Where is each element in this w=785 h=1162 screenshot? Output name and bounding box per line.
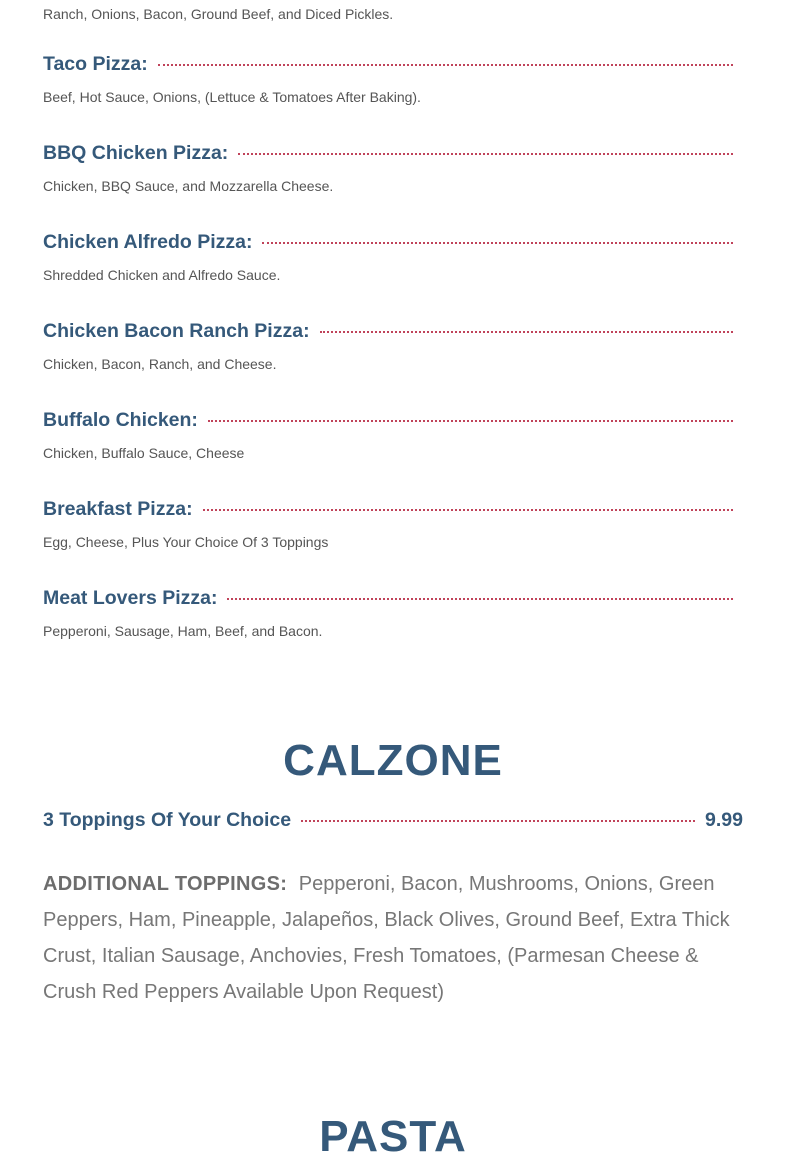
menu-item-description: Shredded Chicken and Alfredo Sauce. [43, 267, 281, 283]
dotted-leader [208, 420, 733, 422]
pizza-partial-description: Ranch, Onions, Bacon, Ground Beef, and Diced Pickles. [43, 6, 394, 22]
menu-item-name: Taco Pizza: [43, 52, 148, 75]
menu-item-chicken-bacon-ranch-pizza [43, 318, 733, 372]
dotted-leader [227, 598, 733, 600]
menu-item-description: Egg, Cheese, Plus Your Choice Of 3 Toppings [43, 534, 329, 550]
dotted-leader [301, 820, 695, 822]
menu-item-calzone [43, 806, 743, 834]
menu-item-name: Meat Lovers Pizza: [43, 586, 218, 609]
menu-item-bbq-chicken-pizza [43, 140, 733, 194]
menu-item-description: Pepperoni, Sausage, Ham, Beef, and Bacon. [43, 623, 323, 639]
menu-item-taco-pizza [43, 51, 733, 105]
menu-item-chicken-alfredo-pizza [43, 229, 733, 283]
menu-item-description: Beef, Hot Sauce, Onions, (Lettuce & Tomatoes After Baking). [43, 89, 421, 105]
dotted-leader [262, 242, 733, 244]
additional-toppings-list: Pepperoni, Bacon, Mushrooms, Onions, Green Peppers, Ham, Pineapple, Jalapeños, Black Olives, Ground Beef, Extra Thick Crust, Italian Sausage, Anchovies, Fresh Tomatoes, (Parmesan Cheese & Crush Red Peppers Available Upon Request) [43, 873, 730, 1003]
additional-toppings [43, 866, 748, 1010]
menu-item-name: Breakfast Pizza: [43, 497, 193, 520]
menu-item-name: Chicken Bacon Ranch Pizza: [43, 319, 310, 342]
dotted-leader [203, 509, 733, 511]
dotted-leader [320, 331, 733, 333]
menu-item-breakfast-pizza [43, 496, 733, 550]
dotted-leader [238, 153, 733, 155]
menu-item-description: Chicken, Buffalo Sauce, Cheese [43, 445, 245, 461]
menu-item-name: Chicken Alfredo Pizza: [43, 230, 253, 253]
dotted-leader [158, 64, 733, 66]
menu-item-description: Chicken, Bacon, Ranch, and Cheese. [43, 356, 277, 372]
additional-toppings-label: ADDITIONAL TOPPINGS: [43, 873, 288, 895]
menu-item-description: Chicken, BBQ Sauce, and Mozzarella Cheese. [43, 178, 334, 194]
menu-item-price: 9.99 [705, 808, 743, 831]
menu-item-buffalo-chicken [43, 407, 733, 461]
menu-item-name: BBQ Chicken Pizza: [43, 141, 229, 164]
section-title-pasta: PASTA [319, 1112, 467, 1161]
menu-item-name: 3 Toppings Of Your Choice [43, 808, 292, 831]
section-title-calzone: CALZONE [283, 736, 503, 785]
menu-item-meat-lovers-pizza [43, 585, 733, 639]
menu-item-name: Buffalo Chicken: [43, 408, 198, 431]
